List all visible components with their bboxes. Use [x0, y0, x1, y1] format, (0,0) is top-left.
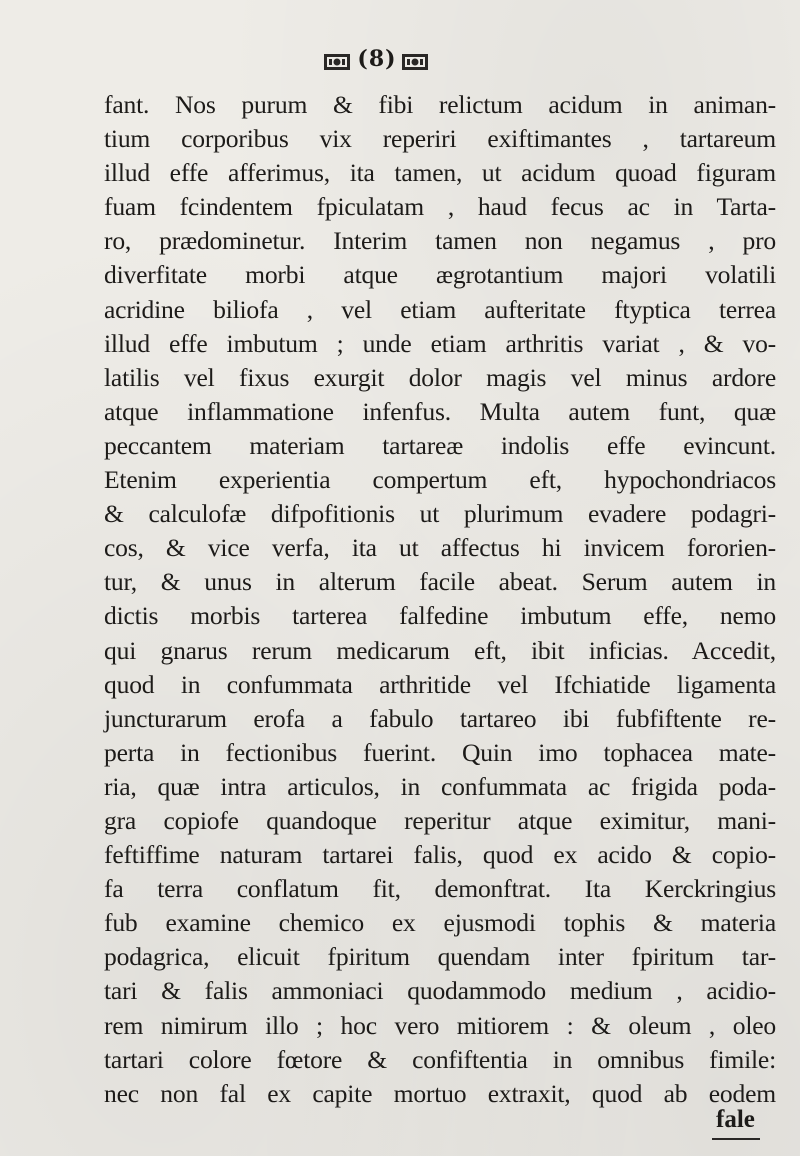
- text-line: atque inflammatione infenfus. Multa autem funt, quæ: [104, 396, 776, 426]
- text-line: feftiffime naturam tartarei falis, quod ex acido & copio-: [104, 840, 776, 870]
- text-line: ro, prædominetur. Interim tamen non negamus , pro: [104, 226, 776, 256]
- page-number: (8): [357, 46, 397, 72]
- text-line: fuam fcindentem fpiculatam , haud fecus ac in Tarta-: [104, 192, 776, 222]
- catchword-rule: [712, 1138, 760, 1140]
- text-line: quod in confummata arthritide vel Ifchiatide ligamenta: [104, 669, 776, 699]
- text-line: rem nimirum illo ; hoc vero mitiorem : & oleum , oleo: [104, 1010, 776, 1040]
- text-line: illud effe afferimus, ita tamen, ut acidum quoad figuram: [104, 158, 776, 188]
- text-line: latilis vel fixus exurgit dolor magis vel minus ardore: [104, 362, 776, 392]
- text-line: podagrica, elicuit fpiritum quendam inter fpiritum tar-: [104, 942, 776, 972]
- text-line: dictis morbis tarterea falfedine imbutum effe, nemo: [104, 601, 776, 631]
- text-line: fub examine chemico ex ejusmodi tophis & materia: [104, 908, 776, 938]
- text-line: juncturarum erofa a fabulo tartareo ibi fubfiftente re-: [104, 703, 776, 733]
- text-line: Etenim experientia compertum eft, hypochondriacos: [104, 465, 776, 495]
- text-line: nec non fal ex capite mortuo extraxit, quod ab eodem: [104, 1078, 776, 1108]
- text-line: tartari colore fœtore & confiftentia in omnibus fimile:: [104, 1044, 776, 1074]
- text-line: diverfitate morbi atque ægrotantium majori volatili: [104, 260, 776, 290]
- catchword: fale: [716, 1106, 755, 1133]
- text-line: ria, quæ intra articulos, in confummata ac frigida poda-: [104, 771, 776, 801]
- body-text: [104, 88, 776, 1111]
- text-line: fant. Nos purum & fibi relictum acidum in animan-: [104, 90, 776, 119]
- text-line: acridine biliofa , vel etiam aufteritate ftyptica terrea: [104, 294, 776, 324]
- text-line: tur, & unus in alterum facile abeat. Serum autem in: [104, 567, 776, 597]
- text-line: tium corporibus vix reperiri exiftimantes , tartareum: [104, 124, 776, 154]
- text-line: perta in fectionibus fuerint. Quin imo tophacea mate-: [104, 737, 776, 767]
- text-line: cos, & vice verfa, ita ut affectus hi invicem fororien-: [104, 533, 776, 563]
- ornament-left-icon: [322, 50, 352, 74]
- text-line: gra copiofe quandoque reperitur atque eximitur, mani-: [104, 805, 776, 835]
- text-line: peccantem materiam tartareæ indolis effe evincunt.: [104, 430, 776, 460]
- text-line: & calculofæ difpofitionis ut plurimum evadere podagri-: [104, 499, 776, 529]
- text-line: fa terra conflatum fit, demonftrat. Ita Kerckringius: [104, 874, 776, 904]
- ornament-right-icon: [400, 50, 430, 74]
- page-header: [0, 44, 800, 84]
- text-line: qui gnarus rerum medicarum eft, ibit inficias. Accedit,: [104, 635, 776, 665]
- text-line: illud effe imbutum ; unde etiam arthritis variat , & vo-: [104, 328, 776, 358]
- text-line: tari & falis ammoniaci quodammodo medium , acidio-: [104, 976, 776, 1006]
